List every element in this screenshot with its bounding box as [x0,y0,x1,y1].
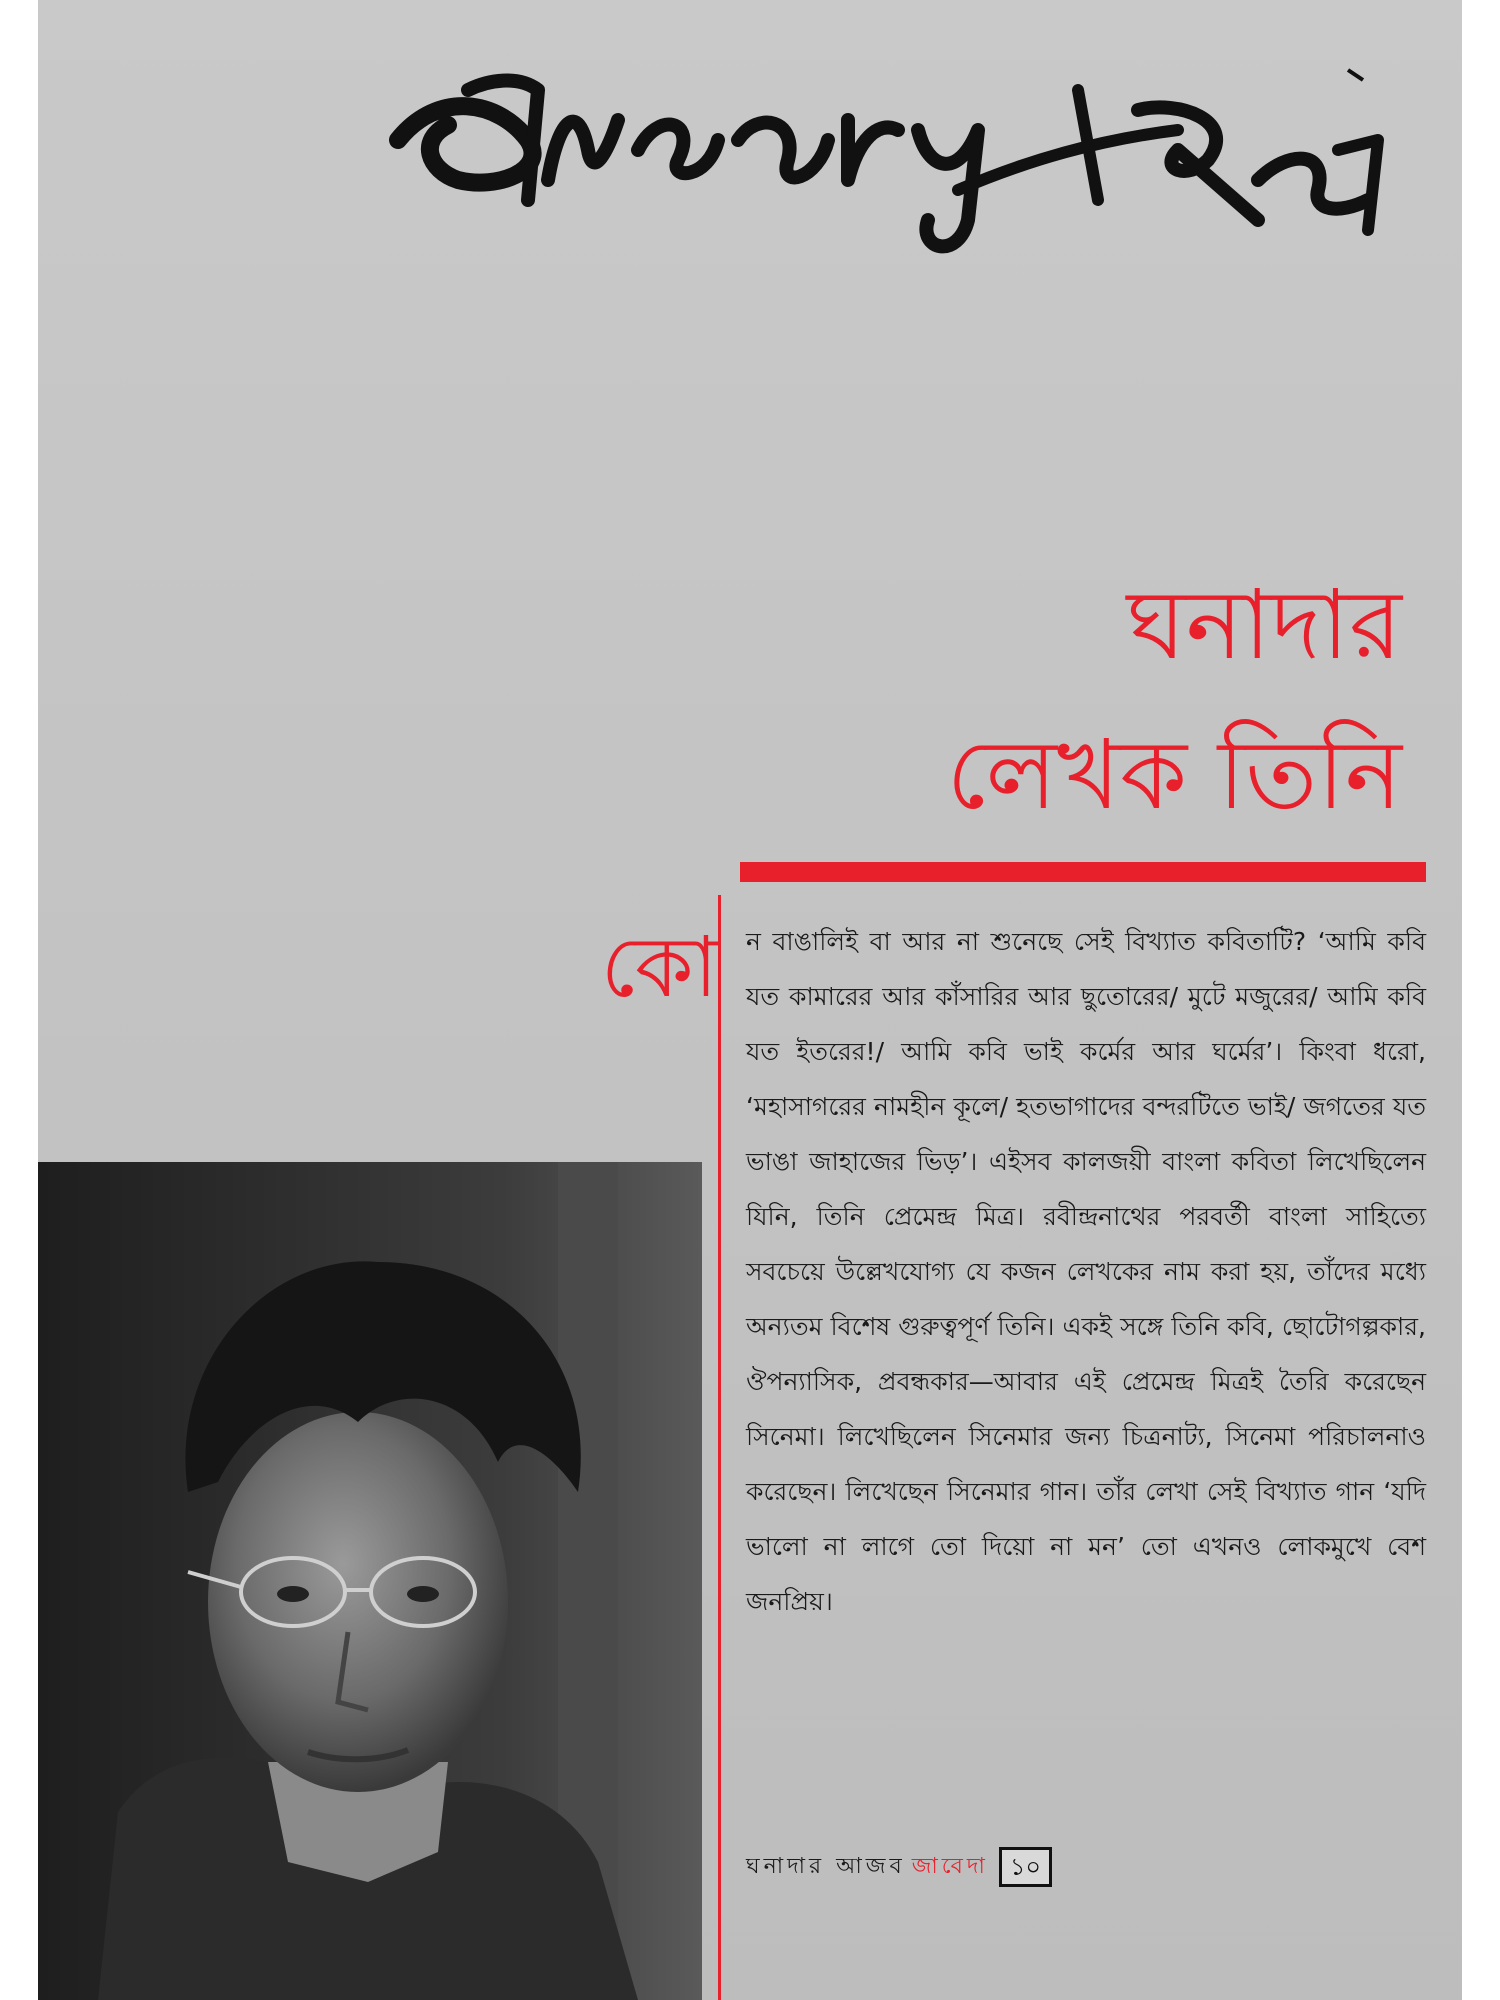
page-number: ১০ [999,1847,1052,1887]
drop-cap: কো [600,918,718,1016]
page-footer [746,1845,1052,1889]
headline-line-2: লেখক তিনি [946,719,1402,831]
author-portrait-photo [38,1162,702,2000]
signature-image [378,30,1418,270]
red-divider [740,862,1426,882]
headline-line-1: ঘনাদার [1126,569,1402,681]
footer-red-word: জাবেদা [911,1853,989,1879]
headline [702,550,1402,850]
article-body: ন বাঙালিই বা আর না শুনেছে সেই বিখ্যাত কবিতাটি? ‘আমি কবি যত কামারের আর কাঁসারির আর ছুতোরের/ মুটে মজুরের/ আমি কবি যত ইতরের!/ আমি কবি ভাই কর্মের আর ঘর্মের’। কিংবা ধরো, ‘মহাসাগরের নামহীন কূলে/ হতভাগাদের বন্দরটিতে ভাই/ জগতের যত ভাঙা জাহাজের ভিড়’। এইসব কালজয়ী বাংলা কবিতা লিখেছিলেন যিনি, তিনি প্রেমেন্দ্র মিত্র। রবীন্দ্রনাথের পরবর্তী বাংলা সাহিত্যে সবচেয়ে উল্লেখযোগ্য যে কজন লেখকের নাম করা হয়, তাঁদের মধ্যে অন্যতম বিশেষ গুরুত্বপূর্ণ তিনি। একই সঙ্গে তিনি কবি, ছোটোগল্পকার, ঔপন্যাসিক, প্রবন্ধকার—আবার এই প্রেমেন্দ্র মিত্রই তৈরি করেছেন সিনেমা। লিখেছিলেন সিনেমার জন্য চিত্রনাট্য, সিনেমা পরিচালনাও করেছেন। লিখেছেন সিনেমার গান। তাঁর লেখা সেই বিখ্যাত গান ‘যদি ভালো না লাগে তো দিয়ো না মন’ তো এখনও লোকমুখে বেশ জনপ্রিয়। [746,927,1426,1616]
magazine-page [38,0,1462,2000]
red-vertical-rule [718,895,721,2000]
footer-title: ঘনাদার আজব [746,1853,906,1879]
